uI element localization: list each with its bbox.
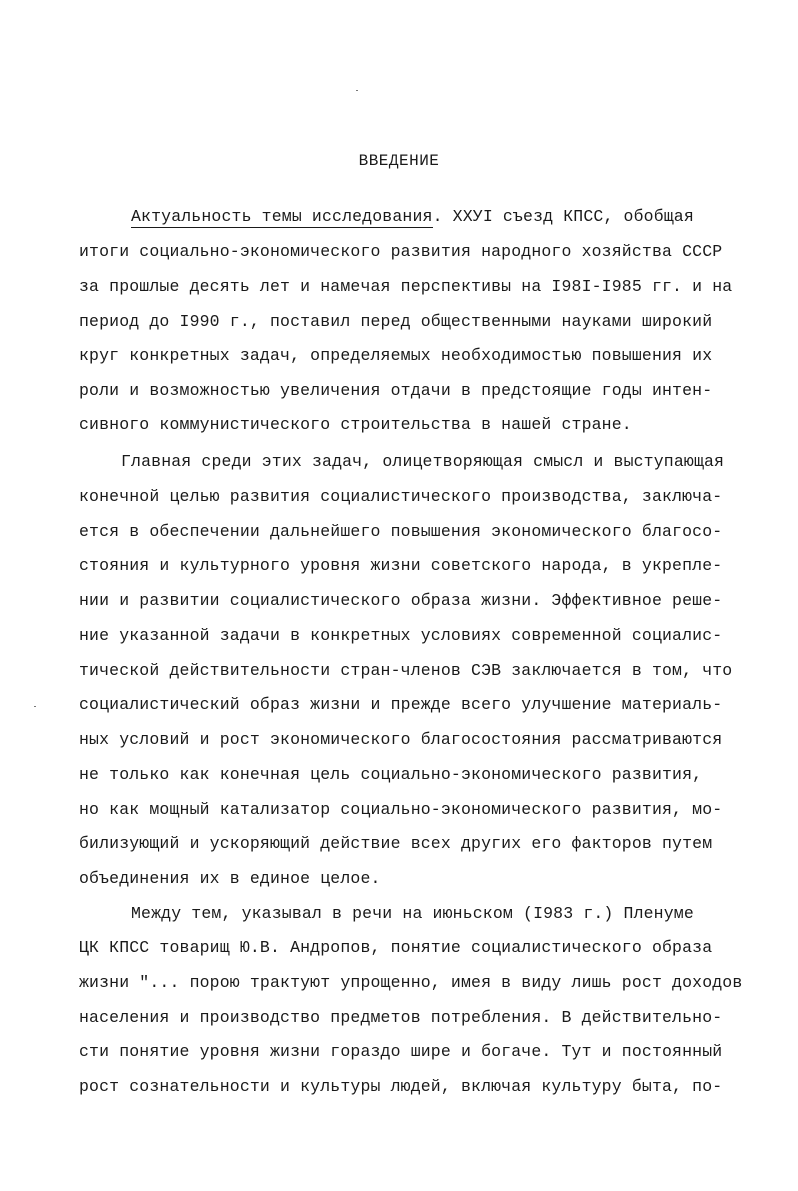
paragraph-1-line: круг конкретных задач, определяемых необходимостью повышения их — [79, 346, 713, 365]
paragraph-3-line: жизни "... порою трактуют упрощенно, имея в виду лишь рост доходов — [79, 973, 743, 992]
paragraph-3-line: сти понятие уровня жизни гораздо шире и богаче. Тут и постоянный — [79, 1042, 723, 1061]
paragraph-2-line: не только как конечная цель социально-экономического развития, — [79, 765, 703, 784]
paragraph-1-line: роли и возможностью увеличения отдачи в предстоящие годы интен- — [79, 381, 713, 400]
paragraph-2-line: но как мощный катализатор социально-экономического развития, мо- — [79, 800, 723, 819]
paragraph-2-line: стояния и культурного уровня жизни советского народа, в укрепле- — [79, 556, 723, 575]
paragraph-2-line: объединения их в единое целое. — [79, 869, 381, 888]
paragraph-2-line: ние указанной задачи в конкретных условиях современной социалис- — [79, 626, 723, 645]
paragraph-3-line: Между тем, указывал в речи на июньском (I983 г.) Пленуме — [131, 904, 694, 923]
paragraph-3-line: населения и производство предметов потребления. В действительно- — [79, 1008, 723, 1027]
paragraph-1-line-1 — [131, 206, 694, 228]
paragraph-2-line: конечной целью развития социалистического производства, заключа- — [79, 487, 723, 506]
scan-speck — [34, 706, 36, 707]
paragraph-2-line: ется в обеспечении дальнейшего повышения экономического благосо- — [79, 522, 723, 541]
paragraph-1-line: сивного коммунистического строительства в нашей стране. — [79, 415, 632, 434]
paragraph-2-line: тической действительности стран-членов СЭВ заключается в том, что — [79, 661, 733, 680]
paragraph-2-line: Главная среди этих задач, олицетворяющая смысл и выступающая — [121, 452, 725, 471]
paragraph-2-line: социалистический образ жизни и прежде всего улучшение материаль- — [79, 695, 723, 714]
paragraph-1-line: итоги социально-экономического развития народного хозяйства СССР — [79, 242, 723, 261]
paragraph-2-line: билизующий и ускоряющий действие всех других его факторов путем — [79, 834, 713, 853]
paragraph-2-line: нии и развитии социалистического образа жизни. Эффективное реше- — [79, 591, 723, 610]
paragraph-1-lead-tail: . ХХУI съезд КПСС, обобщая — [432, 207, 694, 226]
paragraph-3-line: рост сознательности и культуры людей, включая культуру быта, по- — [79, 1077, 723, 1096]
paragraph-1-line: за прошлые десять лет и намечая перспективы на I98I-I985 гг. и на — [79, 277, 733, 296]
topic-relevance-heading: Актуальность темы исследования — [131, 207, 433, 226]
page-title: ВВЕДЕНИЕ — [358, 152, 440, 170]
paragraph-3-line: ЦК КПСС товарищ Ю.В. Андропов, понятие социалистического образа — [79, 938, 713, 957]
paragraph-2-line: ных условий и рост экономического благосостояния рассматриваются — [79, 730, 723, 749]
paragraph-1-line: период до I990 г., поставил перед общественными науками широкий — [79, 312, 713, 331]
scan-speck — [356, 90, 358, 91]
